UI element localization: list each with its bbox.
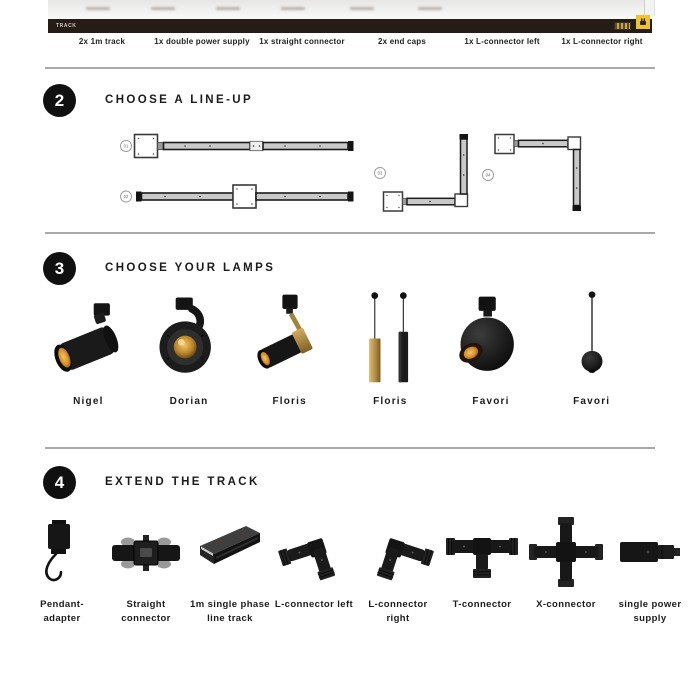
favori-pendant-image — [542, 288, 642, 388]
track-kit-contents — [52, 37, 652, 46]
single-power-supply-image — [610, 512, 690, 594]
l-connector-right-image — [358, 512, 438, 594]
lineup-option-02[interactable] — [121, 185, 354, 208]
extend-name: Pendant-adapter — [40, 599, 84, 624]
lamp-item-nigel[interactable] — [38, 288, 139, 407]
floris-spot-image — [240, 288, 340, 388]
svg-text:01: 01 — [123, 143, 129, 149]
lamp-name: Favori — [472, 396, 510, 407]
step-4-title: EXTEND THE TRACK — [105, 476, 260, 488]
track-rail-label: TRACK — [56, 23, 77, 29]
power-feed-icon[interactable] — [636, 15, 650, 29]
step-2-title: CHOOSE A LINE-UP — [105, 94, 254, 106]
svg-text:04: 04 — [485, 172, 491, 178]
step-4-badge — [43, 466, 76, 499]
dorian-spot-image — [139, 288, 239, 388]
single-phase-track-image — [190, 512, 270, 594]
step-3-number: 3 — [54, 258, 65, 278]
ceiling-photo-strip — [48, 0, 652, 19]
shadow-mark — [216, 7, 240, 10]
extend-item-l-connector-left[interactable] — [272, 512, 356, 626]
pendant-adapter-image — [22, 512, 102, 594]
lamp-item-favori-spot[interactable] — [441, 288, 542, 407]
floris-pendant-image — [340, 288, 440, 388]
kit-item-label: 1x double power supply — [154, 37, 250, 46]
lineup-diagram — [40, 123, 610, 228]
lamp-item-dorian[interactable] — [139, 288, 240, 407]
step-4-number: 4 — [54, 472, 65, 492]
extend-item-single-power-supply[interactable] — [608, 512, 692, 626]
shadow-mark — [86, 7, 110, 10]
extend-item-l-connector-right[interactable] — [356, 512, 440, 626]
extend-grid — [20, 512, 692, 626]
extend-name: L-connector right — [368, 599, 428, 624]
section-divider — [45, 67, 655, 69]
step-3-badge — [43, 252, 76, 285]
nigel-spot-image — [38, 288, 138, 388]
lamp-item-favori-pendant[interactable] — [541, 288, 642, 407]
x-connector-image — [526, 512, 606, 594]
extend-name: X-connector — [536, 599, 596, 610]
lamp-name: Floris — [373, 396, 408, 407]
power-feed-stub — [614, 22, 631, 30]
kit-item-label: 2x 1m track — [78, 37, 126, 46]
l-connector-left-image — [274, 512, 354, 594]
extend-name: single power supply — [618, 599, 682, 624]
extend-name: T-connector — [452, 599, 512, 610]
extend-item-pendant-adapter[interactable] — [20, 512, 104, 626]
section-divider — [45, 447, 655, 449]
lamp-name: Dorian — [169, 396, 209, 407]
t-connector-image — [442, 512, 522, 594]
lineup-option-01[interactable] — [121, 135, 354, 158]
svg-text:03: 03 — [377, 170, 383, 176]
lamp-name: Favori — [573, 396, 611, 407]
extend-name: 1m single phase line track — [190, 599, 270, 624]
lamp-name: Nigel — [73, 396, 104, 407]
extend-item-t-connector[interactable] — [440, 512, 524, 626]
kit-item-label: 1x L-connector left — [464, 37, 540, 46]
lineup-option-03[interactable] — [375, 134, 469, 211]
step-2-badge — [43, 84, 76, 117]
section-divider — [45, 232, 655, 234]
lamp-item-floris-pendant[interactable] — [340, 288, 441, 407]
extend-name: Straight connector — [121, 599, 171, 624]
lamp-item-floris-spot[interactable] — [239, 288, 340, 407]
extend-name: L-connector left — [274, 599, 354, 610]
lamps-grid — [38, 288, 642, 407]
extend-item-x-connector[interactable] — [524, 512, 608, 626]
step-2-number: 2 — [54, 90, 65, 110]
track-rail-image — [48, 19, 652, 33]
plug-icon — [638, 17, 648, 27]
favori-spot-image — [441, 288, 541, 388]
step-3-title: CHOOSE YOUR LAMPS — [105, 262, 276, 274]
shadow-mark — [418, 7, 442, 10]
kit-item-label: 2x end caps — [377, 37, 426, 46]
shadow-mark — [350, 7, 374, 10]
extend-item-1m-track[interactable] — [188, 512, 272, 626]
straight-connector-image — [106, 512, 186, 594]
shadow-mark — [151, 7, 175, 10]
kit-item-label: 1x straight connector — [259, 37, 345, 46]
kit-item-label: 1x L-connector right — [561, 37, 643, 46]
svg-text:02: 02 — [123, 194, 129, 200]
shadow-mark — [281, 7, 305, 10]
end-cap-image — [644, 0, 655, 16]
lineup-option-04[interactable] — [483, 135, 582, 212]
lamp-name: Floris — [272, 396, 307, 407]
extend-item-straight-connector[interactable] — [104, 512, 188, 626]
